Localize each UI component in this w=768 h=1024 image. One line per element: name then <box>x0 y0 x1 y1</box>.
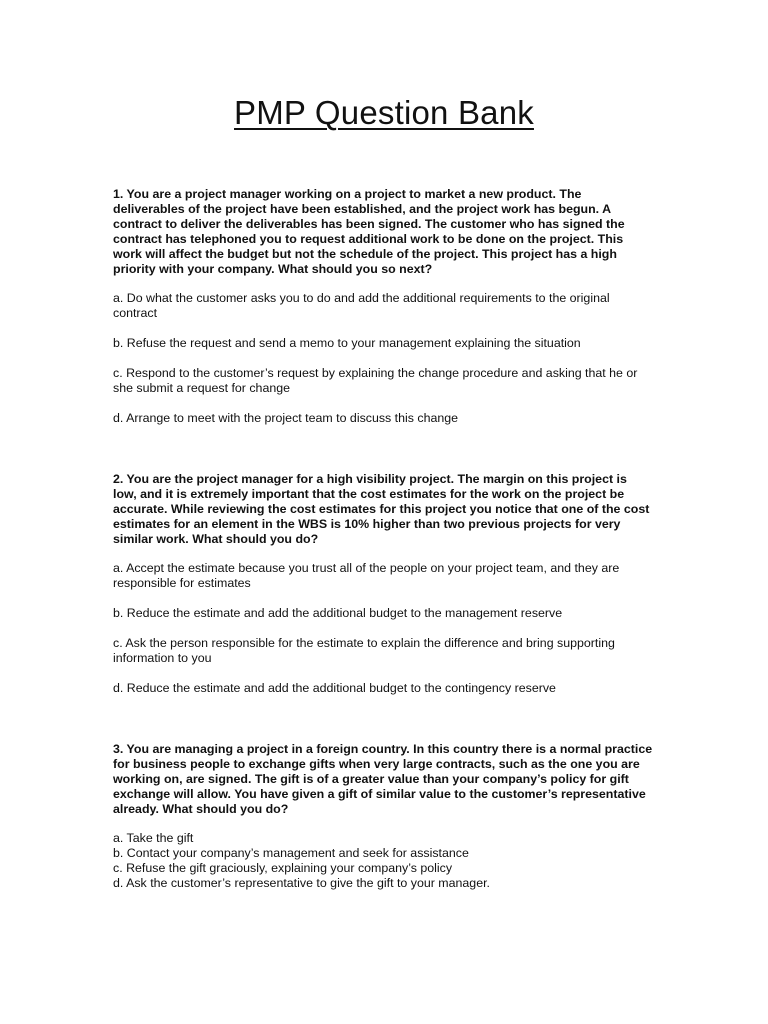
question-3 <box>113 742 653 891</box>
answer-option-a: a. Take the gift <box>113 831 194 845</box>
question-2 <box>113 472 653 696</box>
answer-option-b: b. Contact your company’s management and seek for assistance <box>113 846 469 860</box>
answer-option-c: c. Refuse the gift graciously, explaining your company’s policy <box>113 861 453 875</box>
answer-option-b: b. Refuse the request and send a memo to your management explaining the situation <box>113 336 581 350</box>
answer-option-c: c. Respond to the customer’s request by explaining the change procedure and asking that he or she submit a request for change <box>113 366 638 395</box>
question-text: 1. You are a project manager working on a project to market a new product. The deliverables of the project have been established, and the project work has begun. A contract to deliver the deliverables has been signed. The customer who has signed the contract has telephoned you to request additional work to be done on the project. This work will affect the budget but not the schedule of the project. This project has a high priority with your company. What should you so next? <box>113 187 625 276</box>
answer-option-d: d. Reduce the estimate and add the additional budget to the contingency reserve <box>113 681 556 695</box>
answer-option-c: c. Ask the person responsible for the estimate to explain the difference and bring supporting information to you <box>113 636 615 665</box>
page-title: PMP Question Bank <box>234 94 534 131</box>
question-1 <box>113 187 653 426</box>
answer-option-d: d. Arrange to meet with the project team to discuss this change <box>113 411 459 425</box>
answer-option-a: a. Do what the customer asks you to do and add the additional requirements to the original contract <box>113 291 610 320</box>
answer-option-b: b. Reduce the estimate and add the additional budget to the management reserve <box>113 606 563 620</box>
answer-option-a: a. Accept the estimate because you trust all of the people on your project team, and they are responsible for estimates <box>113 561 620 590</box>
question-text: 2. You are the project manager for a high visibility project. The margin on this project is low, and it is extremely important that the cost estimates for the work on the project be accurate. While reviewing the cost estimates for this project you notice that one of the cost estimates for an element in the WBS is 10% higher than two previous projects for very similar work. What should you do? <box>113 472 650 546</box>
answer-option-d: d. Ask the customer’s representative to give the gift to your manager. <box>113 876 490 890</box>
question-text: 3. You are managing a project in a foreign country. In this country there is a normal practice for business people to exchange gifts when very large contracts, such as the one you are working on, are signed. The gift is of a greater value than your company’s policy for gift exchange will allow. You have given a gift of similar value to the customer’s representative already. What should you do? <box>113 742 653 816</box>
